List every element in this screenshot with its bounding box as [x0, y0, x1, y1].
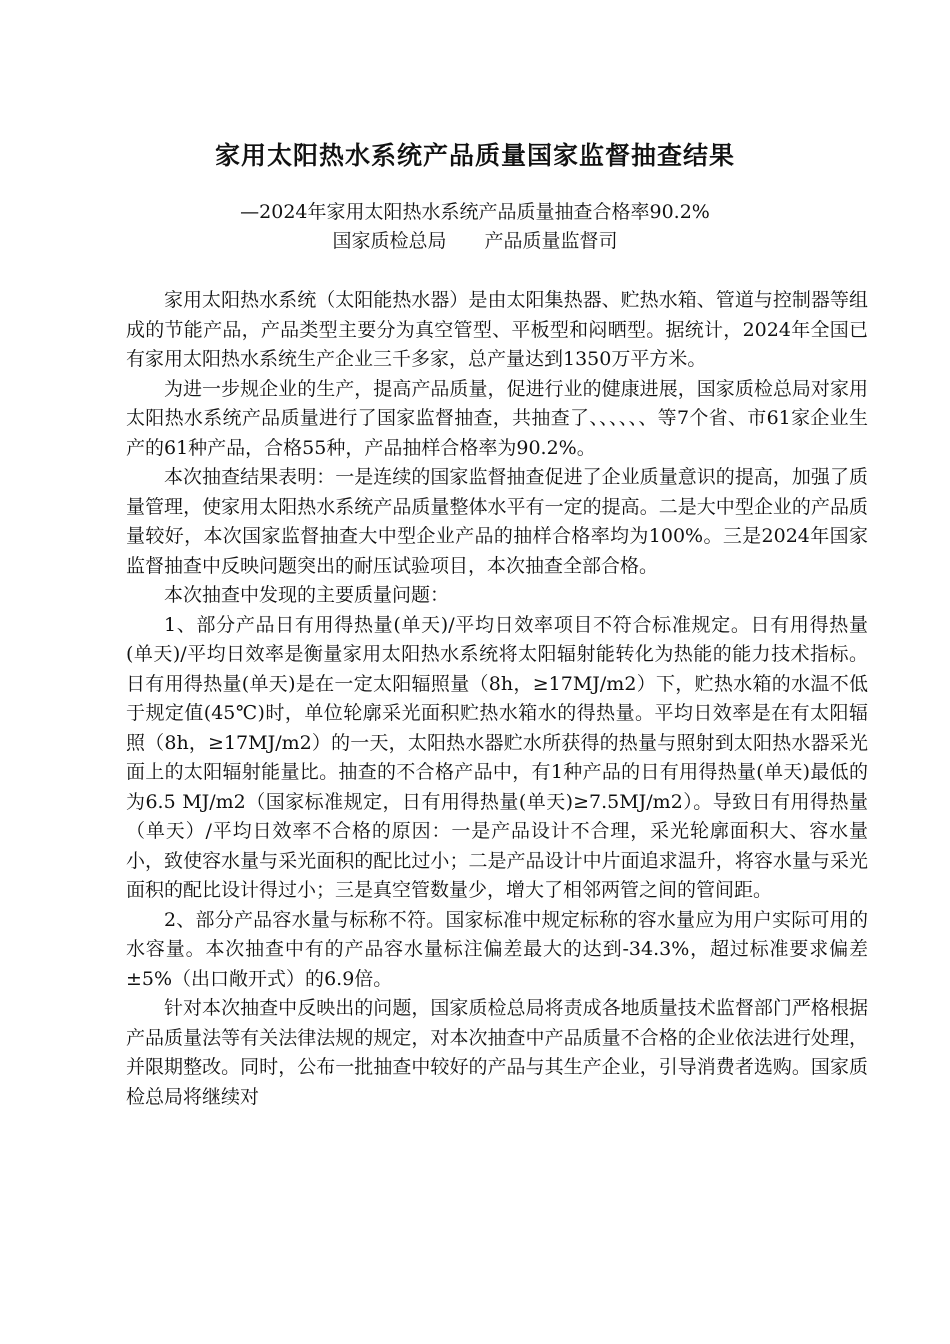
body-paragraph: 家用太阳热水系统（太阳能热水器）是由太阳集热器、贮热水箱、管道与控制器等组成的节能产品，产品类型主要分为真空管型、平板型和闷晒型。据统计，2024年全国已有家用太阳热水系统生产企业三千多家，总产量达到1350万平方米。: [126, 289, 868, 370]
body-paragraph: 1、部分产品日有用得热量(单天)/平均日效率项目不符合标准规定。日有用得热量(单天)/平均日效率是衡量家用太阳热水系统将太阳辐射能转化为热能的能力技术指标。日有用得热量(单天)是在一定太阳辐照量（8h，≥17MJ/m2）下，贮热水箱的水温不低于规定值(45℃)时，单位轮廓采光面积贮热水箱水的得热量。平均日效率是在有太阳辐照（8h，≥17MJ/m2）的一天，太阳热水器贮水所获得的热量与照射到太阳热水器采光面上的太阳辐射能量比。抽查的不合格产品中，有1种产品的日有用得热量(单天)最低的为6.5 MJ/m2（国家标准规定，日有用得热量(单天)≥7.5MJ/m2）。导致日有用得热量（单天）/平均日效率不合格的原因：一是产品设计不合理，采光轮廓面积大、容水量小，致使容水量与采光面积的配比过小；二是产品设计中片面追求温升，将容水量与采光面积的配比设计得过小；三是真空管数量少，增大了相邻两管之间的管间距。: [126, 613, 868, 901]
subtitle-line: —2024年家用太阳热水系统产品质量抽查合格率90.2%: [240, 201, 710, 223]
body-paragraph: 本次抽查中发现的主要质量问题：: [164, 584, 450, 606]
document-subtitle: [0, 198, 950, 256]
subtitle-organizations: [0, 227, 950, 256]
document-body: [126, 286, 868, 1112]
body-paragraph: 2、部分产品容水量与标称不符。国家标准中规定标称的容水量应为用户实际可用的水容量。本次抽查中有的产品容水量标注偏差最大的达到-34.3%，超过标准要求偏差±5%（出口敞开式）的6.9倍。: [126, 908, 868, 990]
document-title: 家用太阳热水系统产品质量国家监督抽查结果: [214, 141, 735, 170]
body-paragraph: 为进一步规企业的生产，提高产品质量，促进行业的健康进展，国家质检总局对家用太阳热水系统产品质量进行了国家监督抽查，共抽查了、、、、、、等7个省、市61家企业生产的61种产品，合格55种，产品抽样合格率为90.2%。: [126, 377, 868, 459]
department-name: 产品质量监督司: [484, 230, 618, 252]
organization-name: 国家质检总局: [332, 230, 447, 252]
body-paragraph: 针对本次抽查中反映出的问题，国家质检总局将责成各地质量技术监督部门严格根据产品质量法等有关法律法规的规定，对本次抽查中产品质量不合格的企业依法进行处理，并限期整改。同时，公布一批抽查中较好的产品与其生产企业，引导消费者选购。国家质检总局将继续对: [126, 997, 868, 1108]
body-paragraph: 本次抽查结果表明：一是连续的国家监督抽查促进了企业质量意识的提高，加强了质量管理，使家用太阳热水系统产品质量整体水平有一定的提高。二是大中型企业的产品质量较好，本次国家监督抽查大中型企业产品的抽样合格率均为100%。三是2024年国家监督抽查中反映问题突出的耐压试验项目，本次抽查全部合格。: [126, 466, 868, 577]
